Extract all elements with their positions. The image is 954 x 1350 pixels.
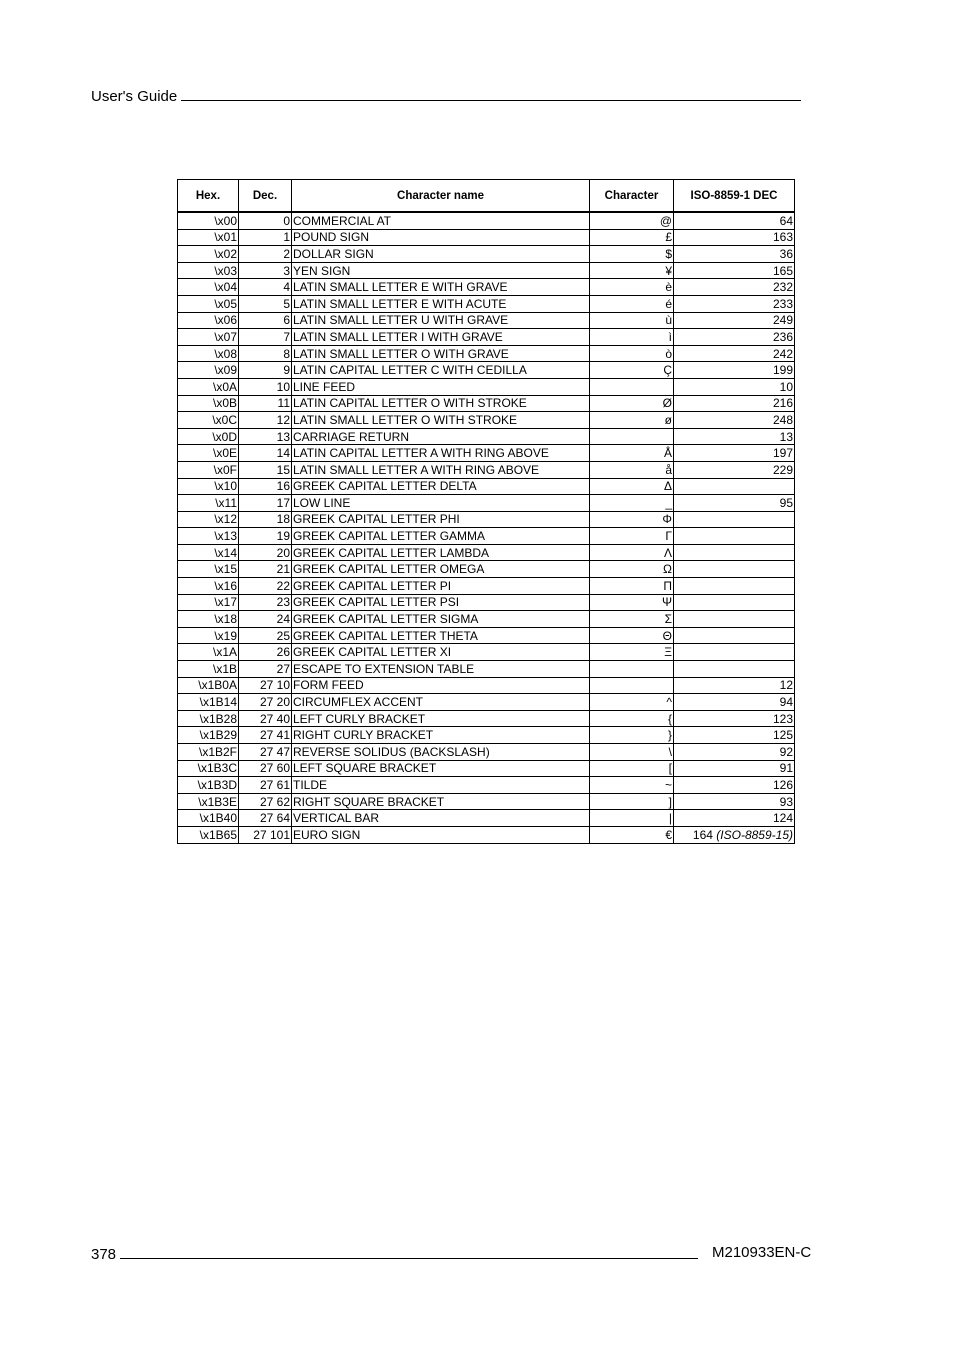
hex-cell: \x1B29 xyxy=(178,727,239,744)
dec-cell: 15 xyxy=(239,461,292,478)
character-cell xyxy=(590,378,674,395)
hex-cell: \x04 xyxy=(178,279,239,296)
table-row xyxy=(178,511,795,528)
dec-cell: 23 xyxy=(239,594,292,611)
character-name-cell: ESCAPE TO EXTENSION TABLE xyxy=(292,661,590,678)
character-cell: $ xyxy=(590,246,674,263)
dec-cell: 26 xyxy=(239,644,292,661)
dec-cell: 22 xyxy=(239,578,292,595)
iso-dec-cell: 64 xyxy=(674,212,795,229)
character-name-cell: GREEK CAPITAL LETTER GAMMA xyxy=(292,528,590,545)
character-cell: Σ xyxy=(590,611,674,628)
table-row xyxy=(178,578,795,595)
table-row xyxy=(178,279,795,296)
character-name-cell: LATIN SMALL LETTER E WITH ACUTE xyxy=(292,295,590,312)
character-name-cell: LATIN SMALL LETTER E WITH GRAVE xyxy=(292,279,590,296)
dec-cell: 13 xyxy=(239,428,292,445)
dec-cell: 27 20 xyxy=(239,694,292,711)
iso-dec-cell: 36 xyxy=(674,246,795,263)
table-row xyxy=(178,627,795,644)
iso-dec-cell: 94 xyxy=(674,694,795,711)
table-row xyxy=(178,428,795,445)
hex-cell: \x14 xyxy=(178,544,239,561)
dec-cell: 27 62 xyxy=(239,793,292,810)
dec-cell: 25 xyxy=(239,627,292,644)
dec-cell: 21 xyxy=(239,561,292,578)
iso-dec-cell: 236 xyxy=(674,329,795,346)
dec-cell: 16 xyxy=(239,478,292,495)
iso-dec-cell xyxy=(674,544,795,561)
table-header-row xyxy=(178,180,795,213)
character-name-cell: TILDE xyxy=(292,777,590,794)
character-cell: Δ xyxy=(590,478,674,495)
character-name-cell: COMMERCIAL AT xyxy=(292,212,590,229)
iso-dec-cell: 199 xyxy=(674,362,795,379)
hex-cell: \x1B2F xyxy=(178,744,239,761)
table-row xyxy=(178,793,795,810)
character-name-cell: GREEK CAPITAL LETTER SIGMA xyxy=(292,611,590,628)
iso-dec-cell: 242 xyxy=(674,345,795,362)
character-cell: Å xyxy=(590,445,674,462)
character-name-cell: EURO SIGN xyxy=(292,826,590,843)
iso-dec-cell: 233 xyxy=(674,295,795,312)
character-cell: Ø xyxy=(590,395,674,412)
character-name-cell: LATIN CAPITAL LETTER O WITH STROKE xyxy=(292,395,590,412)
iso-dec-cell: 125 xyxy=(674,727,795,744)
iso-dec-cell xyxy=(674,561,795,578)
dec-cell: 11 xyxy=(239,395,292,412)
hex-cell: \x02 xyxy=(178,246,239,263)
character-table xyxy=(177,179,795,844)
iso-dec-cell: 92 xyxy=(674,744,795,761)
hex-cell: \x1A xyxy=(178,644,239,661)
character-cell: \ xyxy=(590,744,674,761)
hex-cell: \x1B3E xyxy=(178,793,239,810)
table-row xyxy=(178,760,795,777)
table-row xyxy=(178,710,795,727)
table-row xyxy=(178,329,795,346)
document-code: M210933EN-C xyxy=(712,1244,812,1261)
page-number: 378 xyxy=(91,1246,117,1263)
table-row xyxy=(178,677,795,694)
hex-cell: \x0A xyxy=(178,378,239,395)
hex-cell: \x1B28 xyxy=(178,710,239,727)
table-row xyxy=(178,826,795,843)
iso-dec-cell: 123 xyxy=(674,710,795,727)
character-cell: Θ xyxy=(590,627,674,644)
dec-cell: 1 xyxy=(239,229,292,246)
iso-dec-cell xyxy=(674,826,795,843)
iso-dec-cell: 91 xyxy=(674,760,795,777)
table-row xyxy=(178,312,795,329)
character-cell: ò xyxy=(590,345,674,362)
iso-dec-cell xyxy=(674,511,795,528)
hex-cell: \x15 xyxy=(178,561,239,578)
hex-cell: \x01 xyxy=(178,229,239,246)
hex-cell: \x18 xyxy=(178,611,239,628)
character-cell: | xyxy=(590,810,674,827)
character-cell: é xyxy=(590,295,674,312)
hex-cell: \x06 xyxy=(178,312,239,329)
dec-cell: 3 xyxy=(239,262,292,279)
character-cell xyxy=(590,428,674,445)
table-row xyxy=(178,561,795,578)
character-name-cell: GREEK CAPITAL LETTER LAMBDA xyxy=(292,544,590,561)
col-dec-header: Dec. xyxy=(239,180,292,213)
character-name-cell: LATIN SMALL LETTER O WITH GRAVE xyxy=(292,345,590,362)
iso-dec-cell: 197 xyxy=(674,445,795,462)
character-cell: ù xyxy=(590,312,674,329)
table-row xyxy=(178,378,795,395)
character-name-cell: YEN SIGN xyxy=(292,262,590,279)
hex-cell: \x09 xyxy=(178,362,239,379)
character-cell: Λ xyxy=(590,544,674,561)
dec-cell: 10 xyxy=(239,378,292,395)
character-cell: € xyxy=(590,826,674,843)
character-cell: Ç xyxy=(590,362,674,379)
hex-cell: \x10 xyxy=(178,478,239,495)
dec-cell: 8 xyxy=(239,345,292,362)
dec-cell: 0 xyxy=(239,212,292,229)
iso-dec-cell: 249 xyxy=(674,312,795,329)
character-cell: _ xyxy=(590,495,674,512)
iso-dec-cell xyxy=(674,644,795,661)
hex-cell: \x1B0A xyxy=(178,677,239,694)
iso-dec-cell xyxy=(674,594,795,611)
page-footer xyxy=(91,1244,698,1263)
hex-cell: \x0C xyxy=(178,412,239,429)
dec-cell: 24 xyxy=(239,611,292,628)
iso-dec-cell xyxy=(674,627,795,644)
hex-cell: \x1B14 xyxy=(178,694,239,711)
table-row xyxy=(178,661,795,678)
character-cell: Ω xyxy=(590,561,674,578)
hex-cell: \x12 xyxy=(178,511,239,528)
character-cell: ø xyxy=(590,412,674,429)
col-iso-header: ISO-8859-1 DEC xyxy=(674,180,795,213)
character-cell xyxy=(590,661,674,678)
character-cell: ] xyxy=(590,793,674,810)
dec-cell: 27 10 xyxy=(239,677,292,694)
hex-cell: \x11 xyxy=(178,495,239,512)
dec-cell: 27 xyxy=(239,661,292,678)
iso-dec-cell: 165 xyxy=(674,262,795,279)
table-row xyxy=(178,544,795,561)
table-row xyxy=(178,445,795,462)
character-name-cell: CIRCUMFLEX ACCENT xyxy=(292,694,590,711)
character-cell: ~ xyxy=(590,777,674,794)
character-cell: Ψ xyxy=(590,594,674,611)
table-row xyxy=(178,611,795,628)
table-row xyxy=(178,345,795,362)
character-cell: Φ xyxy=(590,511,674,528)
col-name-header: Character name xyxy=(292,180,590,213)
hex-cell: \x08 xyxy=(178,345,239,362)
character-name-cell: GREEK CAPITAL LETTER PHI xyxy=(292,511,590,528)
iso-8859-15-note: (ISO-8859-15) xyxy=(716,827,793,842)
hex-cell: \x0D xyxy=(178,428,239,445)
character-cell: å xyxy=(590,461,674,478)
character-name-cell: GREEK CAPITAL LETTER THETA xyxy=(292,627,590,644)
character-cell xyxy=(590,677,674,694)
table-row xyxy=(178,246,795,263)
hex-cell: \x00 xyxy=(178,212,239,229)
dec-cell: 18 xyxy=(239,511,292,528)
iso-dec-cell: 216 xyxy=(674,395,795,412)
table-row xyxy=(178,528,795,545)
table-row xyxy=(178,412,795,429)
dec-cell: 20 xyxy=(239,544,292,561)
dec-cell: 27 61 xyxy=(239,777,292,794)
character-cell: @ xyxy=(590,212,674,229)
hex-cell: \x1B3C xyxy=(178,760,239,777)
character-name-cell: LATIN SMALL LETTER A WITH RING ABOVE xyxy=(292,461,590,478)
iso-dec-cell: 12 xyxy=(674,677,795,694)
character-name-cell: GREEK CAPITAL LETTER PI xyxy=(292,578,590,595)
table-row xyxy=(178,395,795,412)
character-name-cell: FORM FEED xyxy=(292,677,590,694)
character-cell: Γ xyxy=(590,528,674,545)
hex-cell: \x1B3D xyxy=(178,777,239,794)
dec-cell: 17 xyxy=(239,495,292,512)
hex-cell: \x05 xyxy=(178,295,239,312)
character-name-cell: VERTICAL BAR xyxy=(292,810,590,827)
iso-dec-cell xyxy=(674,578,795,595)
iso-dec-cell: 95 xyxy=(674,495,795,512)
hex-cell: \x1B40 xyxy=(178,810,239,827)
iso-dec-cell: 13 xyxy=(674,428,795,445)
table-body xyxy=(178,212,795,843)
character-cell: è xyxy=(590,279,674,296)
character-name-cell: LATIN SMALL LETTER I WITH GRAVE xyxy=(292,329,590,346)
dec-cell: 27 40 xyxy=(239,710,292,727)
dec-cell: 14 xyxy=(239,445,292,462)
dec-cell: 27 64 xyxy=(239,810,292,827)
character-name-cell: RIGHT SQUARE BRACKET xyxy=(292,793,590,810)
table-row xyxy=(178,727,795,744)
dec-cell: 19 xyxy=(239,528,292,545)
col-hex-header: Hex. xyxy=(178,180,239,213)
character-cell: } xyxy=(590,727,674,744)
iso-dec-cell: 248 xyxy=(674,412,795,429)
hex-cell: \x03 xyxy=(178,262,239,279)
table-row xyxy=(178,362,795,379)
character-cell: ¥ xyxy=(590,262,674,279)
character-name-cell: LATIN SMALL LETTER O WITH STROKE xyxy=(292,412,590,429)
dec-cell: 2 xyxy=(239,246,292,263)
iso-dec-cell: 232 xyxy=(674,279,795,296)
table-row xyxy=(178,744,795,761)
iso-value: 164 xyxy=(692,827,713,842)
iso-dec-cell xyxy=(674,478,795,495)
hex-cell: \x1B xyxy=(178,661,239,678)
iso-dec-cell: 163 xyxy=(674,229,795,246)
character-cell: Π xyxy=(590,578,674,595)
footer-rule xyxy=(120,1244,698,1259)
character-cell: { xyxy=(590,710,674,727)
dec-cell: 27 60 xyxy=(239,760,292,777)
iso-dec-cell: 126 xyxy=(674,777,795,794)
table-row xyxy=(178,777,795,794)
hex-cell: \x0B xyxy=(178,395,239,412)
header-rule xyxy=(181,86,801,101)
dec-cell: 27 47 xyxy=(239,744,292,761)
dec-cell: 7 xyxy=(239,329,292,346)
character-cell: £ xyxy=(590,229,674,246)
hex-cell: \x16 xyxy=(178,578,239,595)
character-cell: Ξ xyxy=(590,644,674,661)
dec-cell: 6 xyxy=(239,312,292,329)
hex-cell: \x07 xyxy=(178,329,239,346)
dec-cell: 4 xyxy=(239,279,292,296)
character-name-cell: LATIN CAPITAL LETTER A WITH RING ABOVE xyxy=(292,445,590,462)
table-row xyxy=(178,212,795,229)
table-row xyxy=(178,229,795,246)
header-title: User's Guide xyxy=(91,88,178,105)
iso-dec-cell: 93 xyxy=(674,793,795,810)
iso-dec-cell xyxy=(674,528,795,545)
character-name-cell: GREEK CAPITAL LETTER OMEGA xyxy=(292,561,590,578)
character-name-cell: LEFT CURLY BRACKET xyxy=(292,710,590,727)
character-name-cell: GREEK CAPITAL LETTER DELTA xyxy=(292,478,590,495)
hex-cell: \x1B65 xyxy=(178,826,239,843)
hex-cell: \x0F xyxy=(178,461,239,478)
hex-cell: \x13 xyxy=(178,528,239,545)
iso-dec-cell xyxy=(674,611,795,628)
dec-cell: 12 xyxy=(239,412,292,429)
dec-cell: 27 101 xyxy=(239,826,292,843)
character-name-cell: CARRIAGE RETURN xyxy=(292,428,590,445)
table-row xyxy=(178,478,795,495)
character-cell: [ xyxy=(590,760,674,777)
hex-cell: \x19 xyxy=(178,627,239,644)
character-name-cell: LATIN CAPITAL LETTER C WITH CEDILLA xyxy=(292,362,590,379)
iso-dec-cell xyxy=(674,661,795,678)
dec-cell: 5 xyxy=(239,295,292,312)
character-cell: ì xyxy=(590,329,674,346)
hex-cell: \x17 xyxy=(178,594,239,611)
iso-dec-cell: 10 xyxy=(674,378,795,395)
character-name-cell: LATIN SMALL LETTER U WITH GRAVE xyxy=(292,312,590,329)
character-name-cell: LOW LINE xyxy=(292,495,590,512)
table-row xyxy=(178,694,795,711)
dec-cell: 27 41 xyxy=(239,727,292,744)
character-name-cell: POUND SIGN xyxy=(292,229,590,246)
character-name-cell: DOLLAR SIGN xyxy=(292,246,590,263)
character-name-cell: RIGHT CURLY BRACKET xyxy=(292,727,590,744)
hex-cell: \x0E xyxy=(178,445,239,462)
page-header xyxy=(91,86,801,105)
dec-cell: 9 xyxy=(239,362,292,379)
character-name-cell: LEFT SQUARE BRACKET xyxy=(292,760,590,777)
character-name-cell: GREEK CAPITAL LETTER PSI xyxy=(292,594,590,611)
table-row xyxy=(178,461,795,478)
character-name-cell: REVERSE SOLIDUS (BACKSLASH) xyxy=(292,744,590,761)
character-name-cell: LINE FEED xyxy=(292,378,590,395)
iso-dec-cell: 229 xyxy=(674,461,795,478)
table-row xyxy=(178,594,795,611)
character-cell: ^ xyxy=(590,694,674,711)
table-row xyxy=(178,644,795,661)
table-row xyxy=(178,495,795,512)
table-row xyxy=(178,810,795,827)
col-character-header: Character xyxy=(590,180,674,213)
table-row xyxy=(178,262,795,279)
character-name-cell: GREEK CAPITAL LETTER XI xyxy=(292,644,590,661)
iso-dec-cell: 124 xyxy=(674,810,795,827)
table-row xyxy=(178,295,795,312)
